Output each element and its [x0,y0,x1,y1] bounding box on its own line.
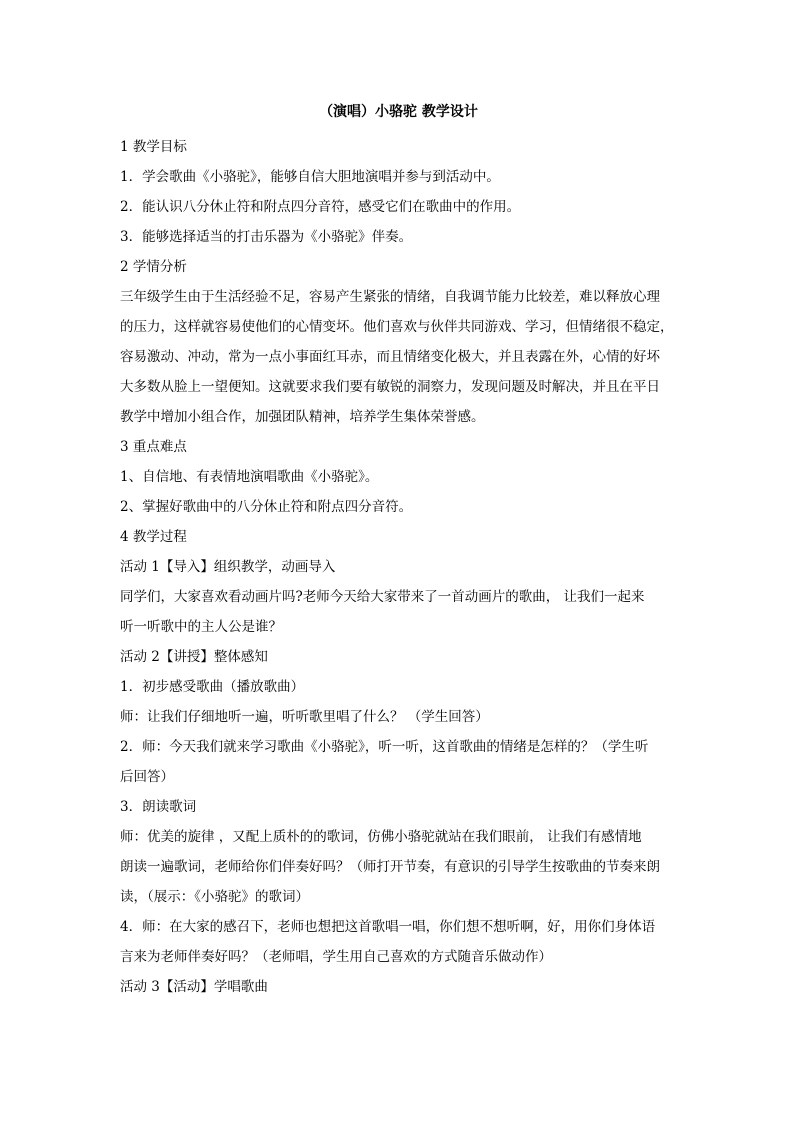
process-line: 言来为老师伴奏好吗？（老师唱，学生用自己喜欢的方式随音乐做动作） [120,949,552,965]
section-heading-key: 3 重点难点 [120,439,187,455]
process-line: 活动 1【导入】组织教学，动画导入 [120,559,336,575]
process-line: 后回答） [120,769,174,785]
process-line: 朗读一遍歌词，老师给你们伴奏好吗？（师打开节奏，有意识的引导学生按歌曲的节奏来朗 [120,859,660,875]
process-line: 师：让我们仔细地听一遍，听听歌里唱了什么？ （学生回答） [120,709,489,725]
section-heading-analysis: 2 学情分析 [120,259,187,275]
analysis-line: 大多数从脸上一望便知。这就要求我们要有敏锐的洞察力，发现问题及时解决，并且在平日 [120,379,660,395]
process-line: 同学们，大家喜欢看动画片吗?老师今天给大家带来了一首动画片的歌曲， 让我们一起来 [120,589,645,605]
section-heading-goal: 1 教学目标 [120,139,187,155]
process-line: 读，（展示：《小骆驼》的歌词） [120,889,309,905]
process-line: 听一听歌中的主人公是谁？ [120,619,282,635]
analysis-line: 教学中增加小组合作，加强团队精神，培养学生集体荣誉感。 [120,409,485,425]
document-page [120,100,677,1002]
key-item: 2、掌握好歌曲中的八分休止符和附点四分音符。 [120,499,413,515]
process-line: 2．师：今天我们就来学习歌曲《小骆驼》，听一听，这首歌曲的情绪是怎样的？（学生听 [120,739,649,755]
goal-item: 1．学会歌曲《小骆驼》，能够自信大胆地演唱并参与到活动中。 [120,169,500,185]
goal-item: 2．能认识八分休止符和附点四分音符，感受它们在歌曲中的作用。 [120,199,521,215]
document-title: （演唱）小骆驼 教学设计 [319,104,478,120]
key-item: 1、自信地、有表情地演唱歌曲《小骆驼》。 [120,469,379,485]
process-line: 3．朗读歌词 [120,799,197,815]
process-line: 师：优美的旋律 ，又配上质朴的的歌词，仿佛小骆驼就站在我们眼前， 让我们有感情地 [120,829,642,845]
section-heading-process: 4 教学过程 [120,529,187,545]
goal-item: 3．能够选择适当的打击乐器为《小骆驼》伴奏。 [120,229,413,245]
analysis-line: 三年级学生由于生活经验不足，容易产生紧张的情绪，自我调节能力比较差，难以释放心理 [120,289,660,305]
process-line: 1．初步感受歌曲（播放歌曲） [120,679,305,695]
analysis-line: 容易激动、冲动，常为一点小事面红耳赤，而且情绪变化极大，并且表露在外，心情的好坏 [120,349,660,365]
process-line: 活动 3【活动】学唱歌曲 [120,979,268,995]
analysis-line: 的压力，这样就容易使他们的心情变坏。他们喜欢与伙伴共同游戏、学习，但情绪很不稳定， [120,319,674,335]
process-line: 活动 2【讲授】整体感知 [120,649,268,665]
process-line: 4．师：在大家的感召下，老师也想把这首歌唱一唱，你们想不想听啊，好，用你们身体语 [120,919,656,935]
